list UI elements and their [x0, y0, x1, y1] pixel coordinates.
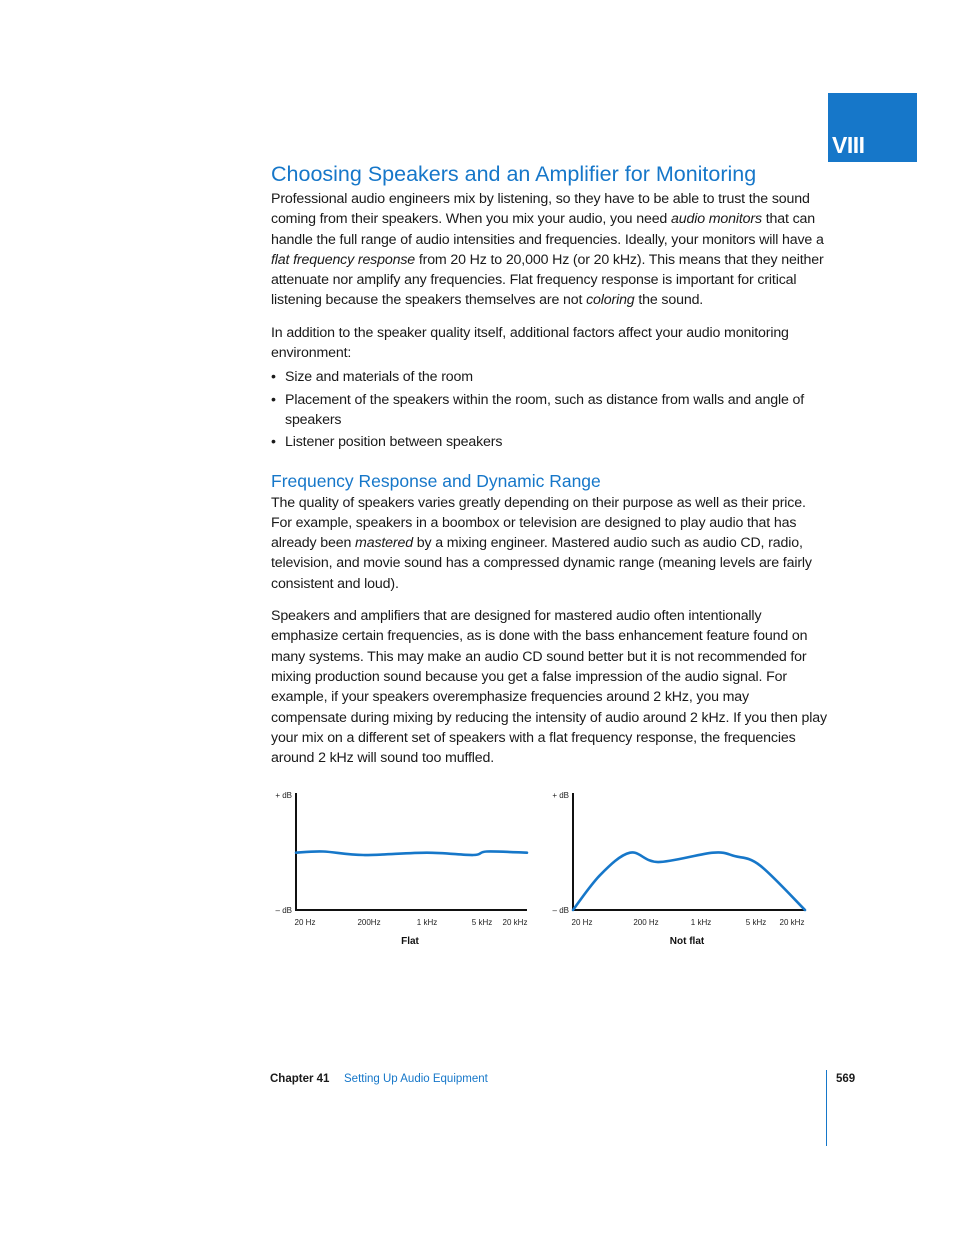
- emphasis: audio monitors: [670, 211, 762, 228]
- x-tick-label: 5 kHz: [471, 918, 493, 927]
- text-run: The quality of speakers varies greatly depending on their purpose as well as their price. For example, speakers in a boombox or television are designed to play audio that has already been: [271, 494, 806, 552]
- chart-title: Not flat: [669, 936, 705, 947]
- x-tick-label: 20 Hz: [294, 918, 316, 927]
- footer-chapter-title[interactable]: Setting Up Audio Equipment: [344, 1073, 488, 1085]
- emphasis: flat frequency response: [271, 251, 416, 268]
- paragraph-1: [271, 189, 827, 311]
- section-title: Choosing Speakers and an Amplifier for Monitoring: [271, 162, 757, 186]
- emphasis: coloring: [586, 292, 635, 309]
- frequency-response-charts: [0, 780, 954, 960]
- x-tick-label: 1 kHz: [416, 918, 438, 927]
- y-label-top: + dB: [275, 791, 292, 800]
- chart-title: Flat: [401, 936, 419, 947]
- paragraph-4: Speakers and amplifiers that are designed for mastered audio often intentionally emphasize certain frequencies, as is done with the bass enhancement feature found on many systems. This may make an audio CD sound better but it is not recommended for mixing production sound because you get a false impression of the audio signal. For example, if your speakers overemphasize frequencies around 2 kHz, you may compensate during mixing by reducing the intensity of audio around 2 kHz. If you then play your mix on a different set of speakers with a flat frequency response, the frequencies around 2 kHz will sound too muffled.: [271, 608, 827, 767]
- text-run: by a mixing engineer. Mastered audio such as audio CD, radio, television, and movie sound has a compressed dynamic range (meaning levels are fairly consistent and loud).: [271, 535, 812, 592]
- y-label-bottom: – dB: [275, 906, 292, 915]
- x-tick-label: 5 kHz: [745, 918, 767, 927]
- chapter-tab: [828, 93, 917, 162]
- list-item: • Size and materials of the room: [271, 367, 827, 387]
- chapter-tab-label: VIII: [832, 132, 865, 158]
- x-tick-label: 20 kHz: [779, 918, 805, 927]
- y-label-top: + dB: [552, 791, 569, 800]
- page-number: 569: [836, 1073, 856, 1085]
- emphasis: mastered: [355, 535, 413, 552]
- list-item: • Placement of the speakers within the room, such as distance from walls and angle of speakers: [271, 390, 827, 431]
- text-run: Professional audio engineers mix by listening, so they have to be able to trust the sound coming from their speakers. When you mix your audio, you need: [271, 191, 810, 228]
- x-tick-label: 200Hz: [357, 918, 381, 927]
- x-tick-label: 20 Hz: [571, 918, 593, 927]
- footer-divider: [826, 1070, 827, 1146]
- footer-chapter: Chapter 41: [270, 1073, 330, 1085]
- response-curve: [296, 851, 527, 855]
- subsection-title: Frequency Response and Dynamic Range: [271, 470, 601, 491]
- y-label-bottom: – dB: [552, 906, 569, 915]
- x-tick-label: 20 kHz: [502, 918, 528, 927]
- factor-list: [271, 367, 827, 452]
- text-run: the sound.: [634, 292, 704, 309]
- paragraph-2: In addition to the speaker quality itself, additional factors affect your audio monitoring environment:: [271, 324, 789, 362]
- response-curve: [573, 852, 805, 910]
- list-item: • Listener position between speakers: [271, 432, 827, 452]
- text-run: from 20 Hz to 20,000 Hz (or 20 kHz). This means that they neither attenuate nor amplify any frequencies. Flat frequency response is important for critical listening because the speakers themselves are not: [271, 251, 824, 309]
- paragraph-3: [271, 493, 827, 594]
- text-run: that can handle the full range of audio intensities and frequencies. Ideally, your monitors will have a: [271, 211, 824, 248]
- content: [271, 160, 827, 780]
- x-tick-label: 1 kHz: [690, 918, 712, 927]
- x-tick-label: 200 Hz: [633, 918, 659, 927]
